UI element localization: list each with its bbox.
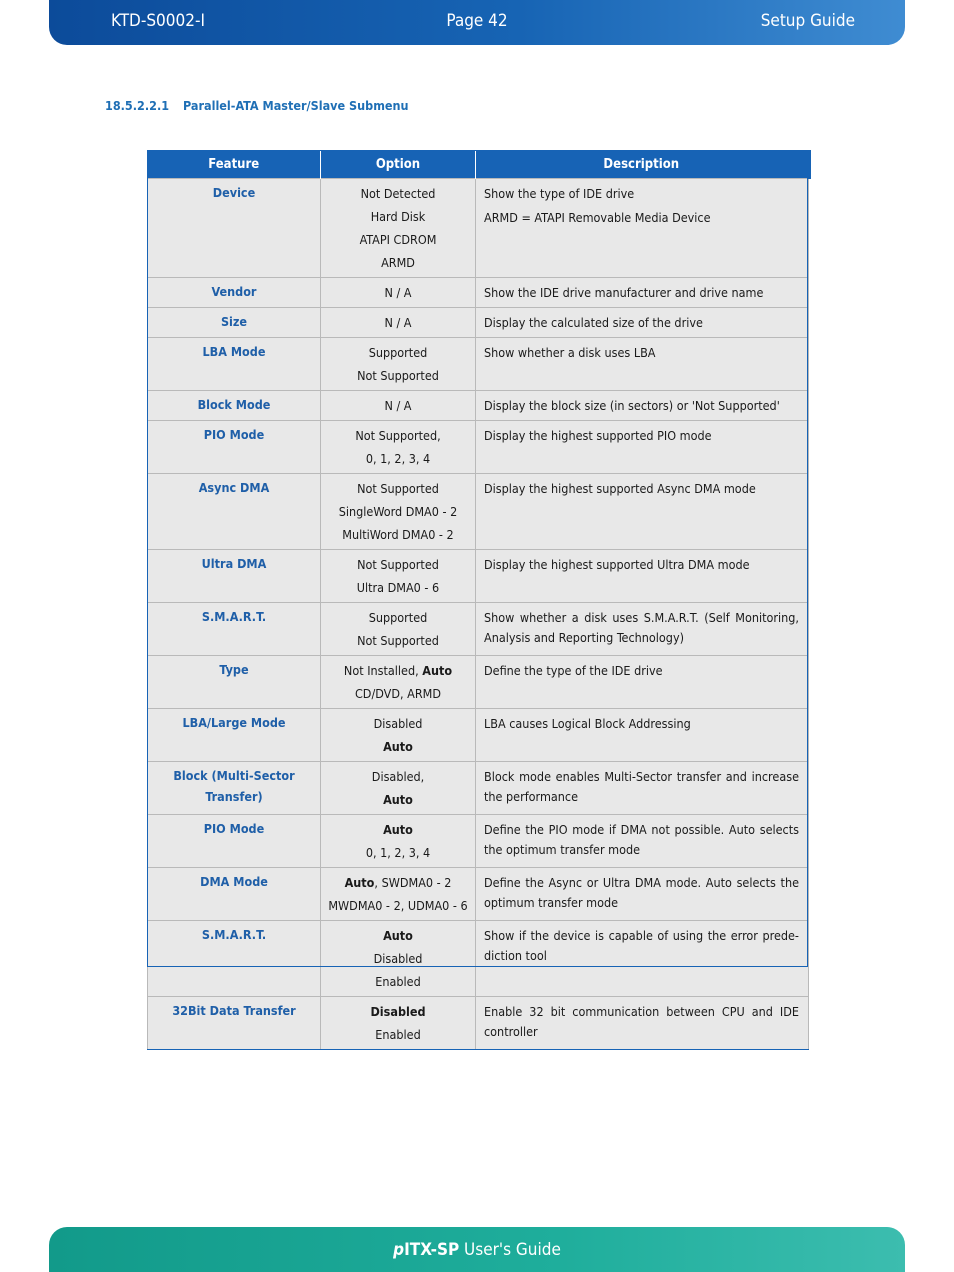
option-value: Not Supported: [357, 633, 439, 648]
table-row: [148, 997, 809, 1050]
feature-cell: Vendor: [148, 278, 321, 308]
option-value: Auto: [383, 739, 413, 754]
table-row: [148, 308, 809, 338]
option-value: Not Supported: [357, 557, 439, 572]
description-text: Display the highest supported PIO mode: [484, 428, 712, 443]
option-value: Enabled: [375, 974, 421, 989]
table-row: [148, 656, 809, 709]
description-cell: [476, 338, 809, 391]
table-row: [148, 868, 809, 921]
option-cell: [321, 391, 476, 421]
description-cell: [476, 550, 809, 603]
option-cell: [321, 921, 476, 997]
table-row: [148, 278, 809, 308]
option-cell: [321, 815, 476, 868]
option-cell: [321, 868, 476, 921]
option-value: 0, 1, 2, 3, 4: [365, 451, 431, 466]
option-value: N / A: [384, 285, 412, 300]
option-cell: [321, 997, 476, 1050]
feature-cell: Block (Multi-Sector Transfer): [148, 762, 321, 815]
description-text: Show the IDE drive manufacturer and drive name: [484, 285, 764, 300]
feature-cell: Block Mode: [148, 391, 321, 421]
footer-suffix: User's Guide: [459, 1240, 561, 1260]
option-value: MultiWord DMA0 - 2: [342, 527, 454, 542]
option-cell: [321, 550, 476, 603]
column-header-option: Option: [321, 150, 476, 179]
option-cell: [321, 308, 476, 338]
option-value: 0, 1, 2, 3, 4: [365, 845, 431, 860]
description-cell: [476, 603, 809, 656]
description-cell: [476, 474, 809, 550]
doc-type: Setup Guide: [760, 11, 855, 31]
description-cell: [476, 421, 809, 474]
section-heading: [105, 98, 409, 113]
option-value: Enabled: [375, 1027, 421, 1042]
feature-cell: PIO Mode: [148, 815, 321, 868]
description-text: Display the highest supported Async DMA mode: [484, 481, 756, 496]
description-text: Show if the device is capable of using the error prede-diction tool: [484, 928, 799, 963]
option-cell: [321, 762, 476, 815]
feature-cell: Async DMA: [148, 474, 321, 550]
option-cell: [321, 603, 476, 656]
option-cell: [321, 421, 476, 474]
option-value: N / A: [384, 398, 412, 413]
description-cell: [476, 762, 809, 815]
section-title: Parallel-ATA Master/Slave Submenu: [182, 98, 409, 113]
option-cell: [321, 338, 476, 391]
feature-cell: 32Bit Data Transfer: [148, 997, 321, 1050]
settings-table: [147, 150, 811, 1050]
description-text: Display the highest supported Ultra DMA mode: [484, 557, 750, 572]
section-number: 18.5.2.2.1: [105, 98, 170, 113]
option-value: Not Detected: [360, 186, 436, 201]
description-text: Display the calculated size of the drive: [484, 315, 703, 330]
option-value: Supported: [368, 610, 428, 625]
description-cell: [476, 656, 809, 709]
option-value: N / A: [384, 315, 412, 330]
option-value: ATAPI CDROM: [359, 232, 437, 247]
description-text: LBA causes Logical Block Addressing: [484, 716, 691, 731]
table-header-row: [148, 150, 809, 179]
description-text: Display the block size (in sectors) or 'Not Supported': [484, 398, 780, 413]
description-text: Enable 32 bit communication between CPU and IDE controller: [484, 1004, 799, 1039]
option-value: Disabled,: [371, 769, 425, 784]
table-row: [148, 391, 809, 421]
description-cell: [476, 391, 809, 421]
description-text: Define the Async or Ultra DMA mode. Auto selects the optimum transfer mode: [484, 875, 799, 910]
option-value: Auto: [383, 792, 413, 807]
option-value: Hard Disk: [370, 209, 426, 224]
table-row: [148, 550, 809, 603]
description-cell: [476, 308, 809, 338]
description-text: Define the PIO mode if DMA not possible. Auto selects the optimum transfer mode: [484, 822, 799, 857]
description-cell: [476, 868, 809, 921]
option-value: Not Supported,: [355, 428, 441, 443]
option-cell: [321, 179, 476, 278]
description-cell: [476, 278, 809, 308]
option-value: Supported: [368, 345, 428, 360]
description-cell: [476, 997, 809, 1050]
feature-cell: Device: [148, 179, 321, 278]
option-value: ARMD: [381, 255, 415, 270]
table-row: [148, 603, 809, 656]
description-text: Show whether a disk uses LBA: [484, 345, 656, 360]
description-text: ARMD = ATAPI Removable Media Device: [484, 210, 711, 225]
footer-prefix: p: [393, 1240, 405, 1260]
option-cell: [321, 656, 476, 709]
description-cell: [476, 179, 809, 278]
feature-cell: DMA Mode: [148, 868, 321, 921]
description-text: Block mode enables Multi-Sector transfer and increase the performance: [484, 769, 799, 804]
option-value: CD/DVD, ARMD: [354, 686, 442, 701]
footer-product: ITX-SP: [404, 1240, 460, 1260]
option-value: Auto, SWDMA0 - 2: [344, 875, 452, 890]
description-cell: [476, 921, 809, 997]
option-value: Not Installed, Auto: [343, 663, 453, 678]
option-cell: [321, 278, 476, 308]
option-value: Disabled: [373, 716, 423, 731]
option-cell: [321, 474, 476, 550]
option-value: Ultra DMA0 - 6: [356, 580, 440, 595]
description-cell: [476, 815, 809, 868]
table-row: [148, 179, 809, 278]
description-cell: [476, 709, 809, 762]
table-row: [148, 709, 809, 762]
table-row: [148, 421, 809, 474]
option-value: Auto: [383, 822, 413, 837]
option-value: Disabled: [370, 1004, 426, 1019]
description-text: Show whether a disk uses S.M.A.R.T. (Self Monitoring, Analysis and Reporting Technology): [484, 610, 799, 645]
column-header-description: Description: [476, 150, 809, 179]
feature-cell: S.M.A.R.T.: [148, 921, 321, 997]
table-row: [148, 921, 809, 997]
option-value: Disabled: [373, 951, 423, 966]
option-value: Auto: [383, 928, 413, 943]
column-header-feature: Feature: [148, 150, 321, 179]
page-footer: [49, 1227, 905, 1272]
option-value: Not Supported: [357, 481, 439, 496]
option-value: Not Supported: [357, 368, 439, 383]
feature-cell: LBA Mode: [148, 338, 321, 391]
option-value: SingleWord DMA0 - 2: [338, 504, 458, 519]
feature-cell: PIO Mode: [148, 421, 321, 474]
option-value: MWDMA0 - 2, UDMA0 - 6: [328, 898, 468, 913]
description-text: Show the type of IDE drive: [484, 186, 635, 201]
table-row: [148, 815, 809, 868]
table-row: [148, 338, 809, 391]
table-row: [148, 474, 809, 550]
feature-cell: S.M.A.R.T.: [148, 603, 321, 656]
footer-title: [49, 1240, 905, 1260]
feature-cell: Ultra DMA: [148, 550, 321, 603]
page-number: Page 42: [446, 11, 508, 31]
feature-cell: LBA/Large Mode: [148, 709, 321, 762]
feature-cell: Size: [148, 308, 321, 338]
option-cell: [321, 709, 476, 762]
feature-cell: Type: [148, 656, 321, 709]
description-text: Define the type of the IDE drive: [484, 663, 663, 678]
table-row: [148, 762, 809, 815]
doc-id: KTD-S0002-I: [111, 11, 205, 31]
page-header: [49, 0, 905, 45]
